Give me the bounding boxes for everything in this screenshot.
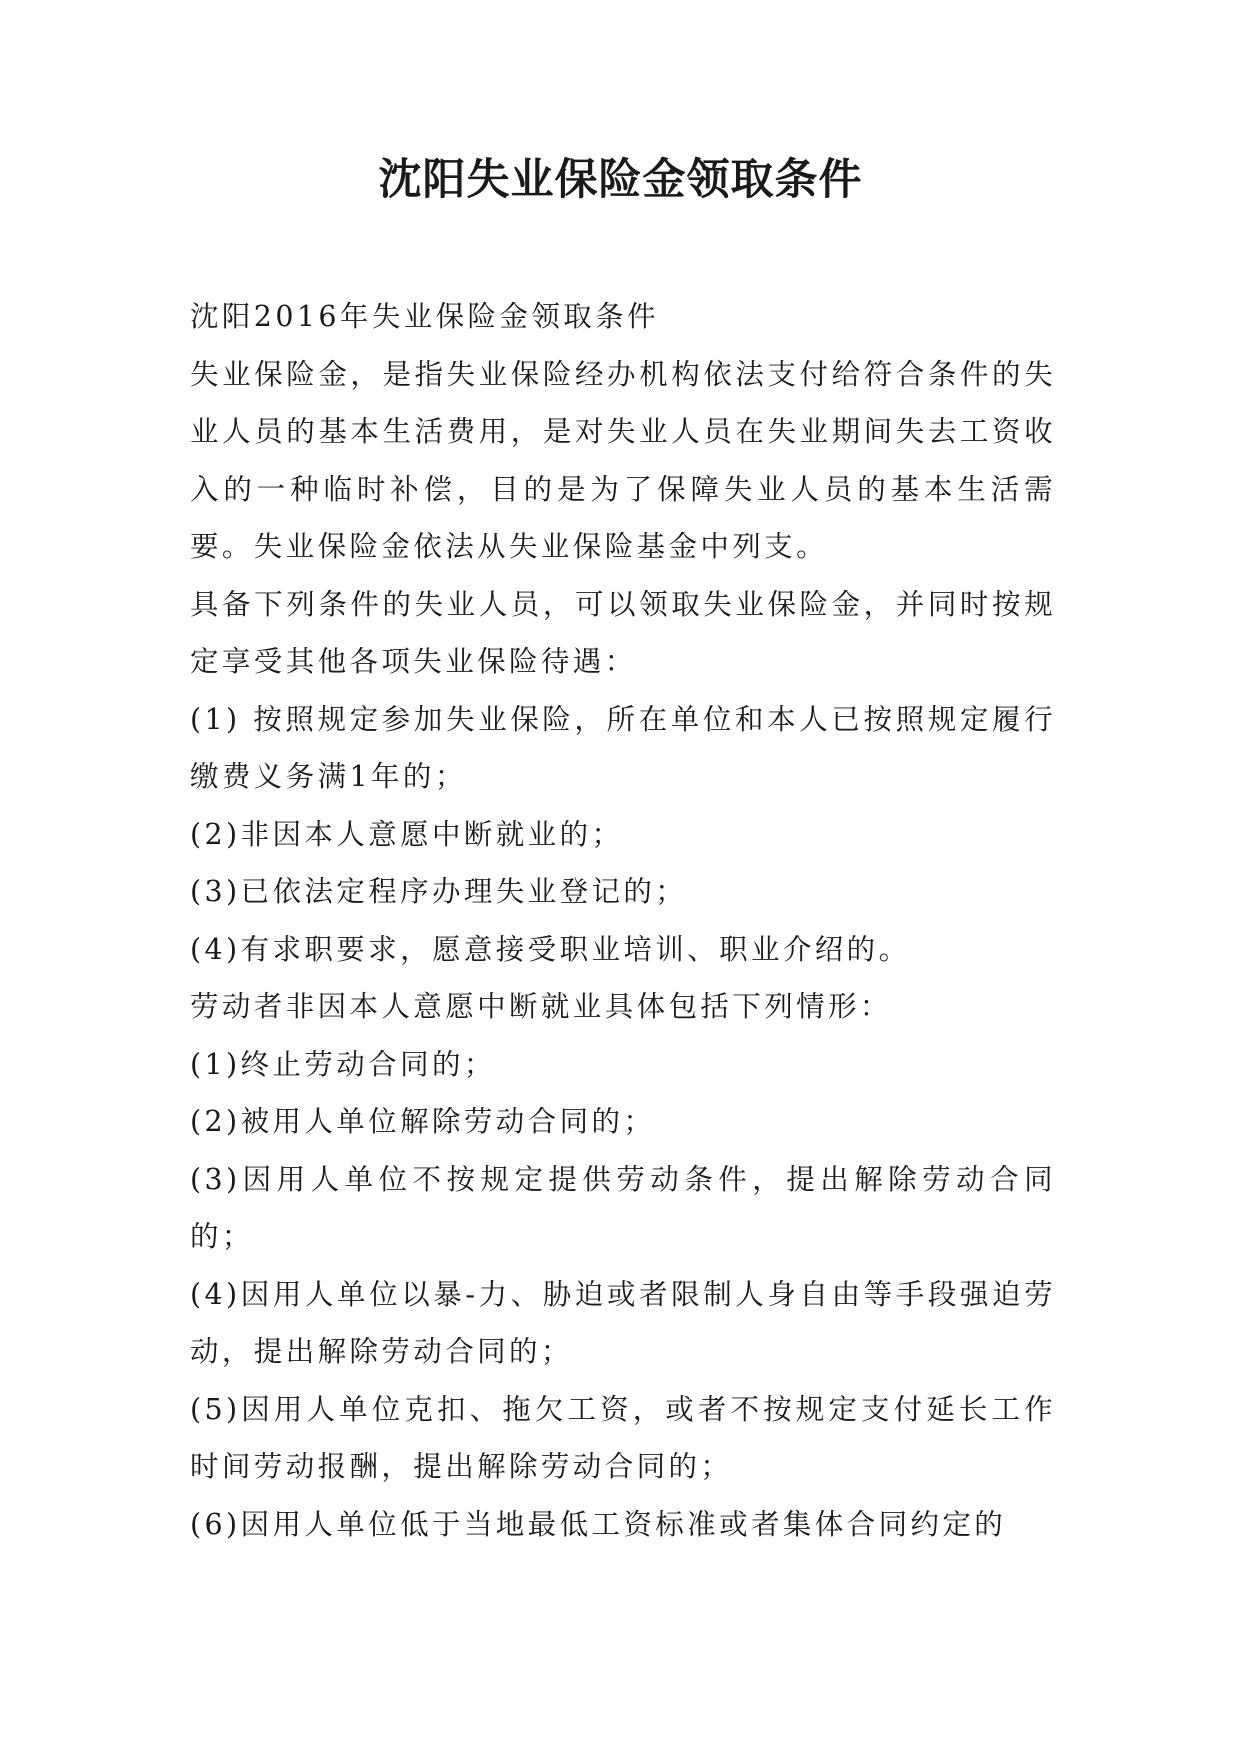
condition-item-3: (3)已依法定程序办理失业登记的；: [190, 875, 688, 908]
paragraph-subtitle: 沈阳2016年失业保险金领取条件: [190, 300, 659, 333]
document-title: 沈阳失业保险金领取条件: [378, 155, 863, 205]
situation-item-2: (2)被用人单位解除劳动合同的；: [190, 1105, 656, 1138]
condition-item-2: (2)非因本人意愿中断就业的；: [190, 817, 624, 851]
situation-item-6: (6)因用人单位低于当地最低工资标准或者集体合同约定的: [190, 1507, 1007, 1541]
situation-item-1: (1)终止劳动合同的；: [190, 1047, 496, 1081]
document-body: [190, 288, 1056, 1553]
paragraph-definition: 失业保险金，是指失业保险经办机构依法支付给符合条件的失业人员的基本生活费用，是对失业人员在失业期间失去工资收入的一种临时补偿，目的是为了保障失业人员的基本生活需要。失业保险金依法从失业保险基金中列支。: [190, 357, 1056, 563]
paragraph-situations-intro: 劳动者非因本人意愿中断就业具体包括下列情形：: [190, 990, 892, 1023]
situation-item-5: (5)因用人单位克扣、拖欠工资，或者不按规定支付延长工作时间劳动报酬，提出解除劳动合同的；: [190, 1392, 1056, 1483]
paragraph-conditions-intro: 具备下列条件的失业人员，可以领取失业保险金，并同时按规定享受其他各项失业保险待遇：: [190, 587, 1056, 678]
situation-item-4: (4)因用人单位以暴-力、胁迫或者限制人身自由等手段强迫劳动，提出解除劳动合同的；: [190, 1277, 1056, 1368]
situation-item-3: (3)因用人单位不按规定提供劳动条件，提出解除劳动合同的；: [190, 1162, 1056, 1253]
condition-item-1: (1) 按照规定参加失业保险，所在单位和本人已按照规定履行缴费义务满1年的；: [190, 702, 1056, 793]
condition-item-4: (4)有求职要求，愿意接受职业培训、职业介绍的。: [190, 932, 911, 966]
